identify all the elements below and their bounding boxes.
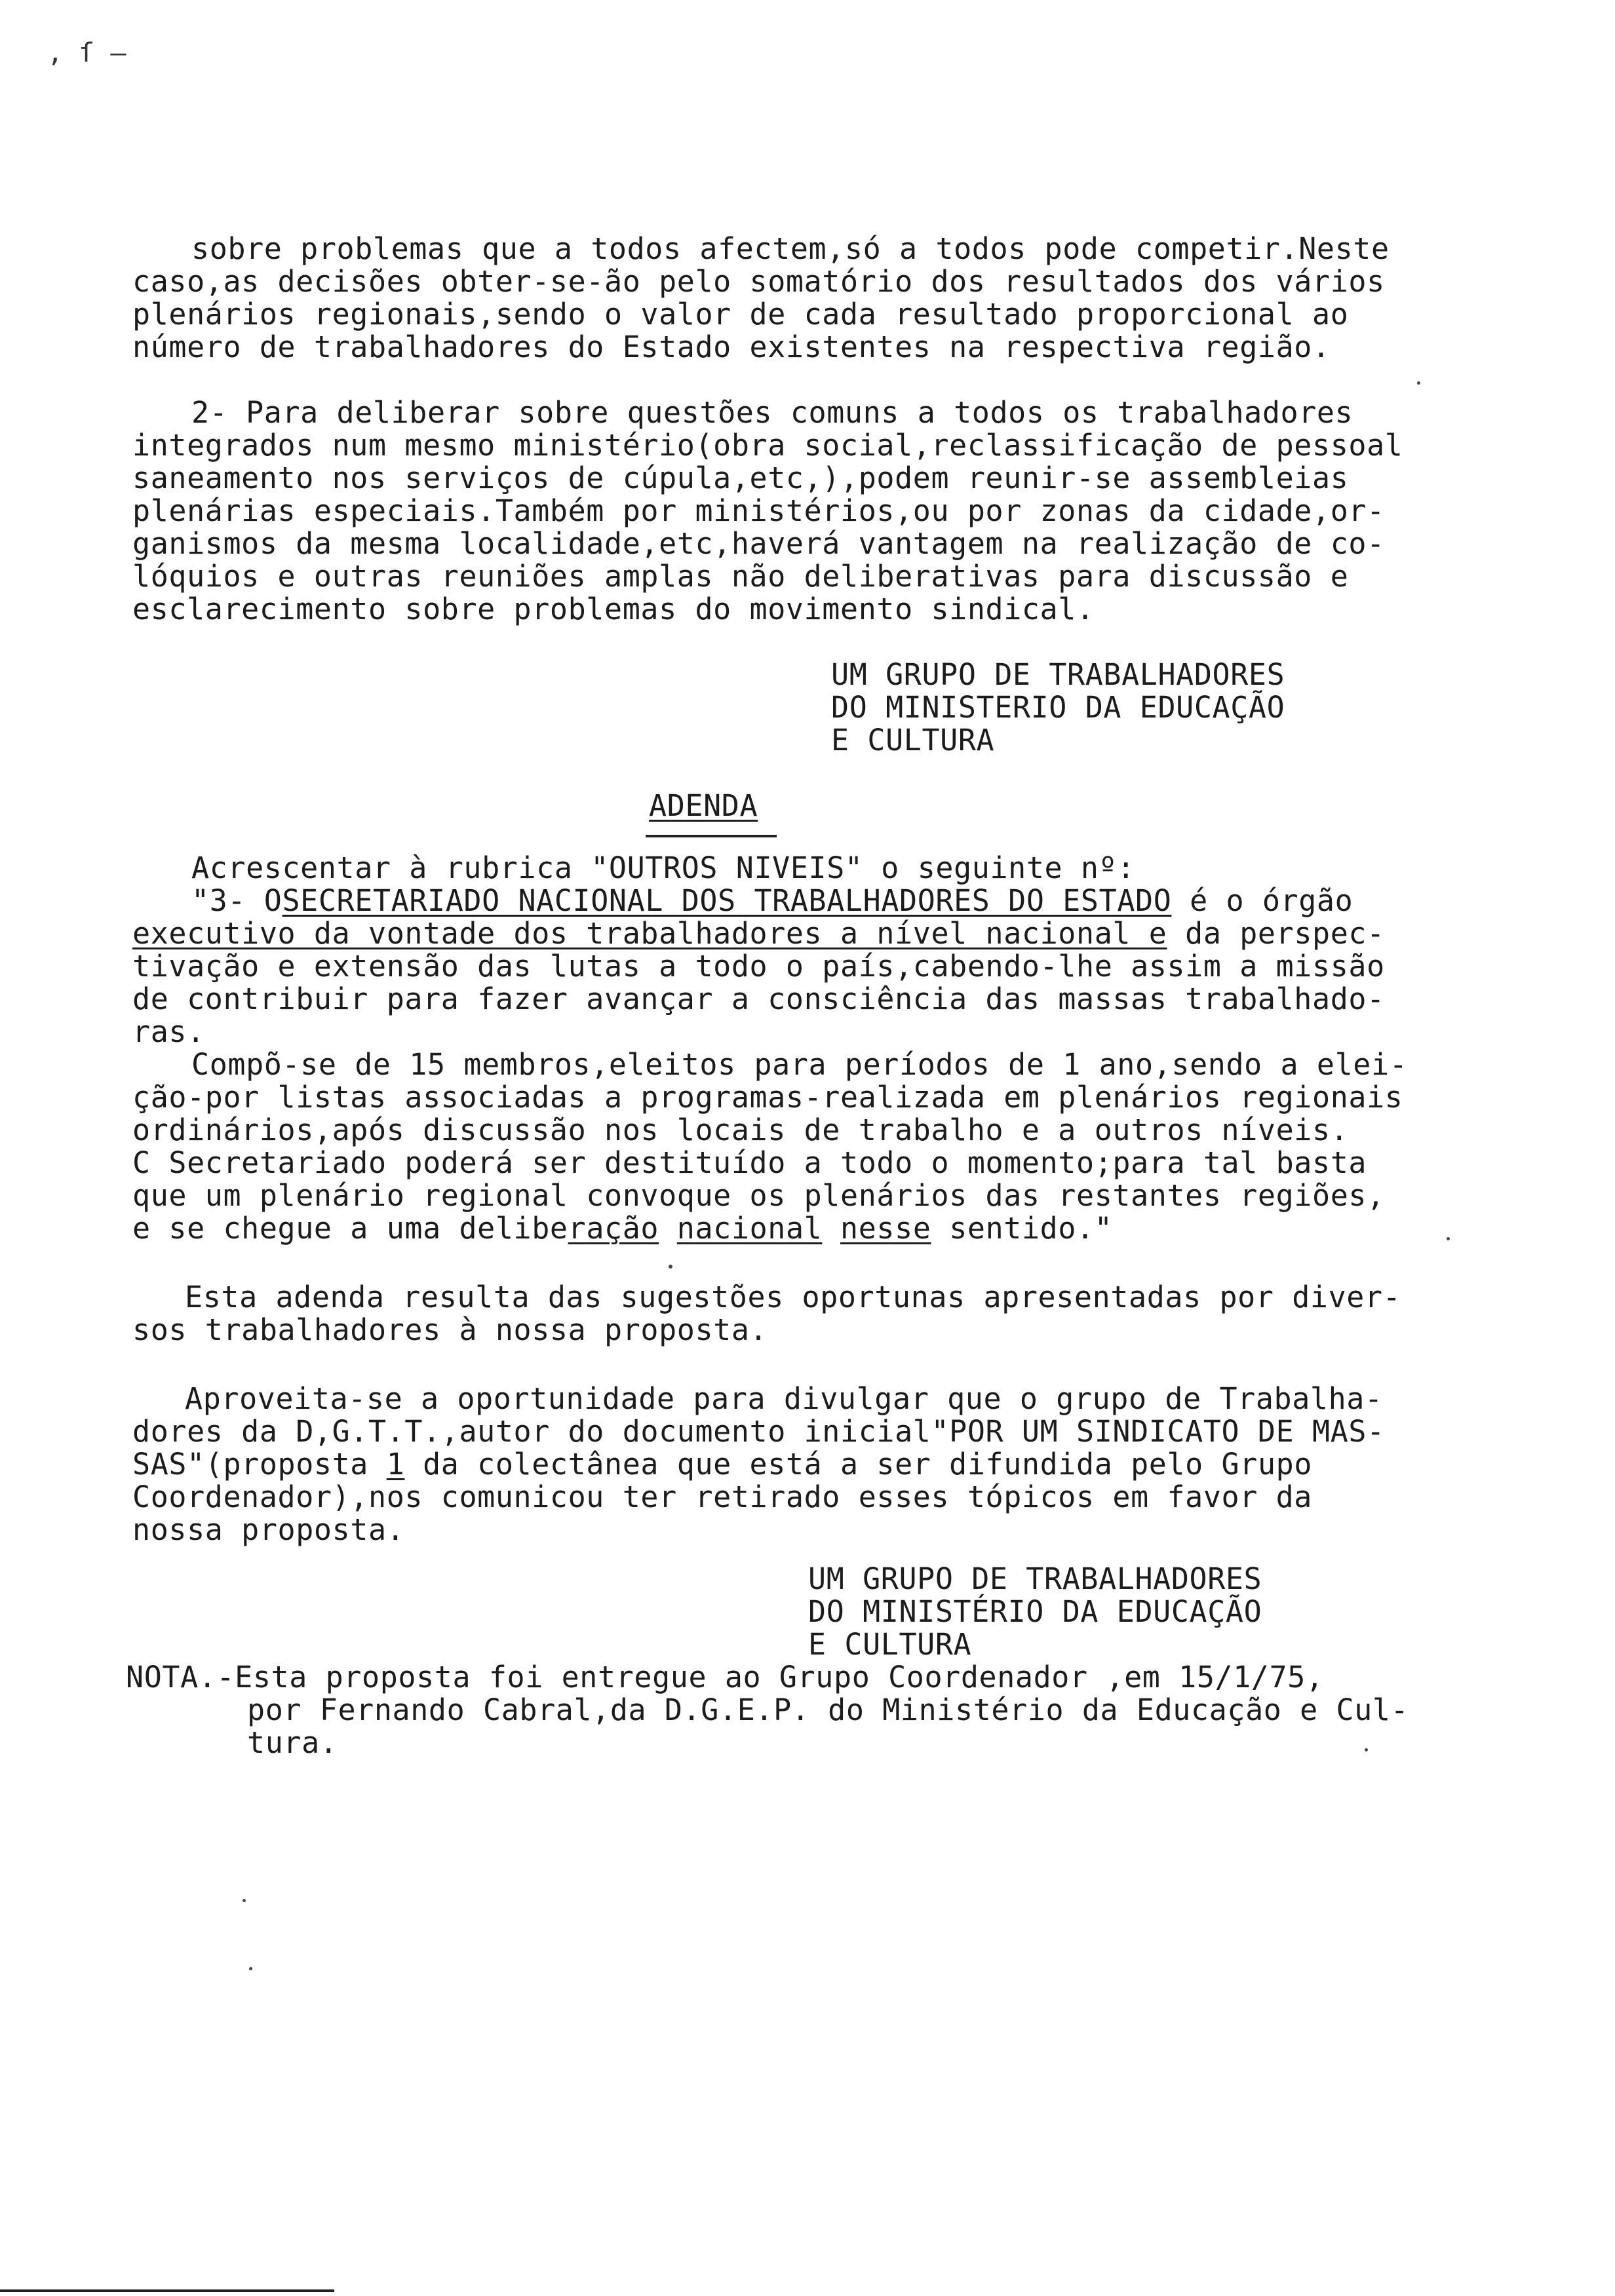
scan-speck [1417, 381, 1420, 385]
text-line: ordinários,após discussão nos locais de trabalho e a outros níveis. [132, 1113, 1349, 1147]
text-line: nossa proposta. [132, 1512, 405, 1547]
text-line: Aproveita-se a oportunidade para divulgar que o grupo de Trabalha- [185, 1381, 1383, 1416]
line3-suffix: da colectânea que está a ser difundida pelo Grupo [404, 1447, 1313, 1482]
signature-line: DO MINISTERIO DA EDUCAÇÃO [831, 690, 1285, 725]
text-line: Compõ-se de 15 membros,eleitos para períodos de 1 ano,sendo a elei- [191, 1047, 1408, 1082]
signature-line: E CULTURA [831, 723, 995, 757]
proposta-number-underlined: 1 [386, 1447, 405, 1482]
line3-prefix: SAS"(proposta [132, 1447, 387, 1482]
text-line: Coordenador),nos comunicou ter retirado esses tópicos em favor da [132, 1480, 1312, 1514]
text-line: dores da D,G.T.T.,autor do documento inicial"POR UM SINDICATO DE MAS- [132, 1414, 1385, 1449]
text-line: esclarecimento sobre problemas do movimento sindical. [132, 592, 1095, 626]
text-line: integrados num mesmo ministério(obra social,reclassificação de pessoal [132, 428, 1403, 463]
text-line: ras. [132, 1014, 205, 1049]
signature-line: DO MINISTÉRIO DA EDUCAÇÃO [808, 1594, 1262, 1629]
text-line [132, 1448, 1312, 1481]
text-line: ganismos da mesma localidade,etc,haverá vantagem na realização de co- [132, 526, 1385, 561]
text-line: lóquios e outras reuniões amplas não deliberativas para discussão e [132, 559, 1349, 594]
text-line: sos trabalhadores à nossa proposta. [132, 1312, 768, 1347]
scan-speck [1365, 1748, 1368, 1751]
text-line: número de trabalhadores do Estado existentes na respectiva região. [132, 330, 1331, 364]
nesse-underlined: nesse [840, 1211, 931, 1246]
text-line: que um plenário regional convoque os plenários das restantes regiões, [132, 1178, 1385, 1213]
text-line: tivação e extensão das lutas a todo o país,cabendo-lhe assim a missão [132, 949, 1385, 984]
text-line: plenários regionais,sendo o valor de cada resultado proporcional ao [132, 297, 1349, 332]
text-line: C Secretariado poderá ser destituído a todo o momento;para tal basta [132, 1145, 1367, 1180]
scan-speck [249, 1967, 252, 1970]
scan-speck [669, 1265, 672, 1269]
item-prefix: "3- O [191, 883, 282, 918]
text-line: Acrescentar à rubrica "OUTROS NIVEIS" o seguinte nº: [191, 851, 1135, 885]
secretariado-underlined: SECRETARIADO NACIONAL DOS TRABALHADORES DO ESTADO [282, 883, 1172, 918]
corner-pen-mark: , ſ — [47, 38, 126, 68]
text-line: plenárias especiais.Também por ministérios,ou por zonas da cidade,or- [132, 493, 1385, 528]
text-line: caso,as decisões obter-se-ão pelo somatório dos resultados dos vários [132, 264, 1385, 299]
line-3-suffix: da perspec- [1167, 916, 1385, 951]
last-suffix: sentido." [931, 1211, 1113, 1246]
text-line: 2- Para deliberar sobre questões comuns a todos os trabalhadores [191, 395, 1353, 430]
text-line [132, 1212, 1112, 1245]
note-line: tura. [247, 1725, 338, 1760]
text-line: saneamento nos serviços de cúpula,etc,),podem reunir-se assembleias [132, 461, 1349, 495]
signature-line: UM GRUPO DE TRABALHADORES [831, 657, 1285, 692]
addendum-title: ADENDA [649, 788, 758, 823]
note-line: NOTA.-Esta proposta foi entregue ao Grupo Coordenador ,em 15/1/75, [126, 1660, 1324, 1694]
nacional-underlined: nacional [676, 1211, 823, 1246]
signature-line: UM GRUPO DE TRABALHADORES [808, 1561, 1262, 1596]
scan-speck [243, 1899, 246, 1902]
deliberacao-underlined: ração [568, 1211, 659, 1246]
executivo-underlined: executivo da vontade dos trabalhadores a nível nacional e [132, 916, 1167, 951]
note-line: por Fernando Cabral,da D.G.E.P. do Ministério da Educação e Cul- [247, 1693, 1409, 1727]
item-suffix: é o órgão [1171, 883, 1353, 918]
text-line [191, 885, 1353, 917]
bottom-edge-line [0, 2289, 334, 2292]
text-line: Esta adenda resulta das sugestões oportunas apresentadas por diver- [185, 1280, 1401, 1314]
text-line [132, 917, 1385, 950]
text-line: de contribuir para fazer avançar a consciência das massas trabalhado- [132, 982, 1385, 1016]
last-prefix: e se chegue a uma delibe [132, 1211, 568, 1246]
text-line: sobre problemas que a todos afectem,só a todos pode competir.Neste [191, 231, 1390, 266]
addendum-title-double-underline [646, 835, 777, 837]
scan-speck [1447, 1237, 1450, 1240]
space [659, 1211, 677, 1246]
text-line: ção-por listas associadas a programas-realizada em plenários regionais [132, 1080, 1403, 1115]
space [822, 1211, 840, 1246]
signature-line: E CULTURA [808, 1627, 972, 1662]
